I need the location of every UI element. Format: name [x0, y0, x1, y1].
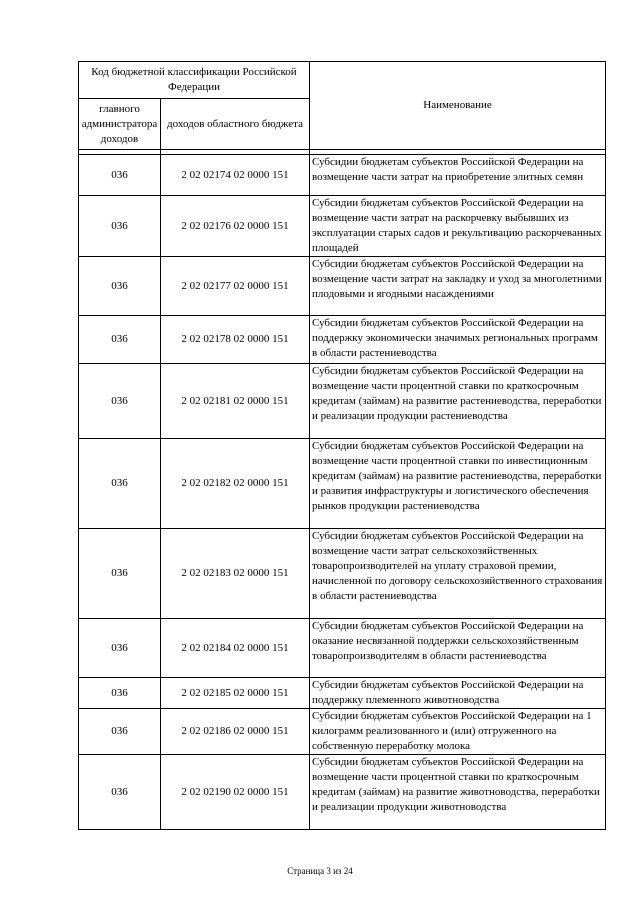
- table-row: [79, 755, 606, 830]
- income-code-cell: 2 02 02174 02 0000 151: [161, 155, 310, 196]
- table-row: [79, 678, 606, 709]
- table-row: [79, 619, 606, 678]
- admin-code-cell: 036: [79, 439, 161, 529]
- name-cell: Субсидии бюджетам субъектов Российской Федерации на поддержку экономически значимых региональных программ в области растениеводства: [310, 316, 606, 364]
- income-code-cell: 2 02 02177 02 0000 151: [161, 257, 310, 316]
- name-cell: Субсидии бюджетам субъектов Российской Федерации на возмещение части затрат сельскохозяйственных товаропроизводителей на уплату страховой премии, начисленной по договору сельскохозяйственного страхования в области растениеводства: [310, 529, 606, 619]
- page-number-footer: Страница 3 из 24: [287, 866, 353, 876]
- admin-code-cell: 036: [79, 364, 161, 439]
- admin-code-cell: 036: [79, 155, 161, 196]
- name-cell: Субсидии бюджетам субъектов Российской Федерации на оказание несвязанной поддержки сельскохозяйственным товаропроизводителям в области растениеводства: [310, 619, 606, 678]
- admin-code-cell: 036: [79, 678, 161, 709]
- name-cell: Субсидии бюджетам субъектов Российской Федерации на возмещение части процентной ставки по инвестиционным кредитам (займам) на развитие растениеводства, переработки и развития инфраструктуры и логистического обеспечения рынков продукции растениеводства: [310, 439, 606, 529]
- budget-classification-table: [78, 61, 606, 830]
- table-row: [79, 196, 606, 257]
- table-header-row: [79, 62, 606, 99]
- income-code-cell: 2 02 02190 02 0000 151: [161, 755, 310, 830]
- income-code-cell: 2 02 02185 02 0000 151: [161, 678, 310, 709]
- income-code-cell: 2 02 02178 02 0000 151: [161, 316, 310, 364]
- admin-code-cell: 036: [79, 709, 161, 755]
- kbk-group-header: Код бюджетной классификации Российской Федерации: [79, 62, 310, 99]
- name-cell: Субсидии бюджетам субъектов Российской Федерации на 1 килограмм реализованного и (или) отгруженного на собственную переработку молока: [310, 709, 606, 755]
- name-cell: Субсидии бюджетам субъектов Российской Федерации на возмещение части затрат на закладку и уход за многолетними плодовыми и ягодными насаждениями: [310, 257, 606, 316]
- income-column-header: доходов областного бюджета: [161, 99, 310, 150]
- income-code-cell: 2 02 02184 02 0000 151: [161, 619, 310, 678]
- name-cell: Субсидии бюджетам субъектов Российской Федерации на возмещение части процентной ставки по краткосрочным кредитам (займам) на развитие растениеводства, переработки и реализации продукции растениеводства: [310, 364, 606, 439]
- table-row: [79, 529, 606, 619]
- table-row: [79, 316, 606, 364]
- admin-code-cell: 036: [79, 619, 161, 678]
- income-code-cell: 2 02 02186 02 0000 151: [161, 709, 310, 755]
- income-code-cell: 2 02 02176 02 0000 151: [161, 196, 310, 257]
- name-cell: Субсидии бюджетам субъектов Российской Федерации на возмещение части затрат на раскорчевку выбывших из эксплуатации старых садов и рекультивацию раскорчеванных площадей: [310, 196, 606, 257]
- name-cell: Субсидии бюджетам субъектов Российской Федерации на возмещение части процентной ставки по краткосрочным кредитам (займам) на развитие животноводства, переработки и реализации продукции животноводства: [310, 755, 606, 830]
- table-row: [79, 257, 606, 316]
- name-cell: Субсидии бюджетам субъектов Российской Федерации на поддержку племенного животноводства: [310, 678, 606, 709]
- table-row: [79, 439, 606, 529]
- table-row: [79, 155, 606, 196]
- admin-code-cell: 036: [79, 755, 161, 830]
- table-row: [79, 709, 606, 755]
- admin-code-cell: 036: [79, 316, 161, 364]
- income-code-cell: 2 02 02181 02 0000 151: [161, 364, 310, 439]
- admin-code-cell: 036: [79, 257, 161, 316]
- name-column-header: Наименование: [310, 62, 606, 150]
- admin-code-cell: 036: [79, 196, 161, 257]
- table-row: [79, 364, 606, 439]
- admin-column-header: главного администратора доходов: [79, 99, 161, 150]
- income-code-cell: 2 02 02183 02 0000 151: [161, 529, 310, 619]
- income-code-cell: 2 02 02182 02 0000 151: [161, 439, 310, 529]
- name-cell: Субсидии бюджетам субъектов Российской Федерации на возмещение части затрат на приобретение элитных семян: [310, 155, 606, 196]
- admin-code-cell: 036: [79, 529, 161, 619]
